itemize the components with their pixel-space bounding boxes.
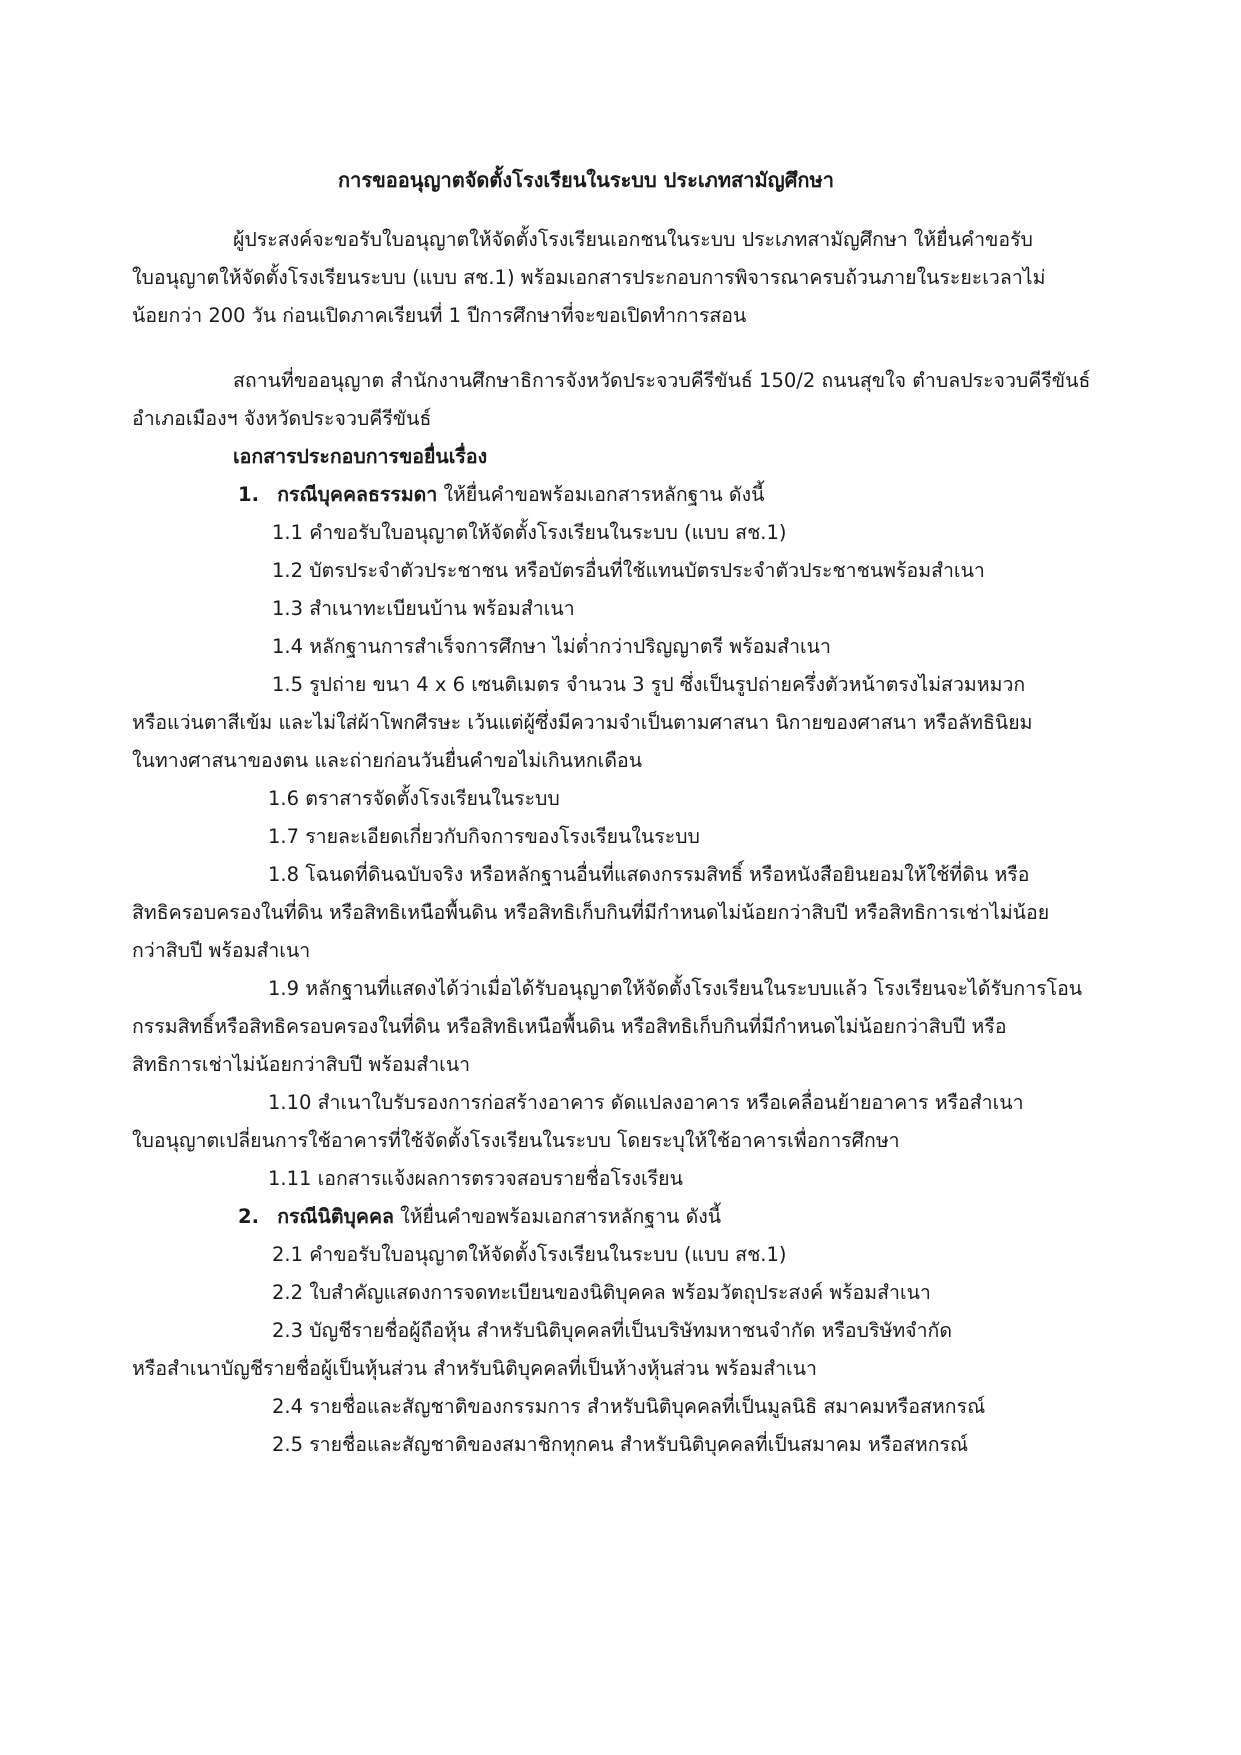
- case-instruction: ให้ยื่นคำขอพร้อมเอกสารหลักฐาน ดังนี้: [437, 483, 765, 506]
- list-item-continued: ใบอนุญาตเปลี่ยนการใช้อาคารที่ใช้จัดตั้งโรงเรียนในระบบ โดยระบุให้ใช้อาคารเพื่อการศึกษา: [132, 1129, 900, 1152]
- list-item: 1.7 รายละเอียดเกี่ยวกับกิจการของโรงเรียนในระบบ: [268, 825, 700, 848]
- case-heading-juristic: [238, 1203, 721, 1231]
- location-line: สถานที่ขออนุญาต สำนักงานศึกษาธิการจังหวัดประจวบคีรีขันธ์ 150/2 ถนนสุขใจ ตำบลประจวบคีรีขันธ์: [233, 369, 1091, 392]
- list-item: 1.1 คำขอรับใบอนุญาตให้จัดตั้งโรงเรียนในระบบ (แบบ สช.1): [272, 521, 787, 544]
- case-number: 2.: [238, 1205, 259, 1228]
- list-item-continued: ในทางศาสนาของตน และถ่ายก่อนวันยื่นคำขอไม่เกินหกเดือน: [132, 749, 643, 772]
- list-item: 1.10 สำเนาใบรับรองการก่อสร้างอาคาร ดัดแปลงอาคาร หรือเคลื่อนย้ายอาคาร หรือสำเนา: [268, 1091, 1024, 1114]
- list-item-continued: สิทธิครอบครองในที่ดิน หรือสิทธิเหนือพื้นดิน หรือสิทธิเก็บกินที่มีกำหนดไม่น้อยกว่าสิบปี หรือสิทธิการเช่าไม่น้อย: [132, 901, 1050, 924]
- list-item: 1.2 บัตรประจำตัวประชาชน หรือบัตรอื่นที่ใช้แทนบัตรประจำตัวประชาชนพร้อมสำเนา: [272, 559, 985, 582]
- case-number: 1.: [238, 483, 259, 506]
- list-item-continued: กรรมสิทธิ์หรือสิทธิครอบครองในที่ดิน หรือสิทธิเหนือพื้นดิน หรือสิทธิเก็บกินที่มีกำหนดไม่น้อยกว่าสิบปี หรือ: [132, 1015, 1007, 1038]
- intro-line: ผู้ประสงค์จะขอรับใบอนุญาตให้จัดตั้งโรงเรียนเอกชนในระบบ ประเภทสามัญศึกษา ให้ยื่นคำขอรับ: [233, 228, 1033, 251]
- list-item: 2.4 รายชื่อและสัญชาติของกรรมการ สำหรับนิติบุคคลที่เป็นมูลนิธิ สมาคมหรือสหกรณ์: [272, 1395, 986, 1418]
- list-item: 2.5 รายชื่อและสัญชาติของสมาชิกทุกคน สำหรับนิติบุคคลที่เป็นสมาคม หรือสหกรณ์: [272, 1433, 969, 1456]
- list-item: 2.3 บัญชีรายชื่อผู้ถือหุ้น สำหรับนิติบุคคลที่เป็นบริษัทมหาชนจำกัด หรือบริษัทจำกัด: [272, 1319, 953, 1342]
- list-item-continued: หรือแว่นตาสีเข้ม และไม่ใส่ผ้าโพกศีรษะ เว้นแต่ผู้ซึ่งมีความจำเป็นตามศาสนา นิกายของศาสนา หรือลัทธินิยม: [132, 711, 1033, 734]
- case-label: กรณีนิติบุคคล: [277, 1205, 394, 1228]
- list-item: 1.8 โฉนดที่ดินฉบับจริง หรือหลักฐานอื่นที่แสดงกรรมสิทธิ์ หรือหนังสือยินยอมให้ใช้ที่ดิน หรือ: [268, 863, 1030, 886]
- list-item: 2.1 คำขอรับใบอนุญาตให้จัดตั้งโรงเรียนในระบบ (แบบ สช.1): [272, 1243, 787, 1266]
- intro-line: น้อยกว่า 200 วัน ก่อนเปิดภาคเรียนที่ 1 ปีการศึกษาที่จะขอเปิดทำการสอน: [132, 304, 747, 327]
- page-title: การขออนุญาตจัดตั้งโรงเรียนในระบบ ประเภทสามัญศึกษา: [338, 168, 834, 192]
- list-item-continued: สิทธิการเช่าไม่น้อยกว่าสิบปี พร้อมสำเนา: [132, 1053, 471, 1076]
- list-item: 1.3 สำเนาทะเบียนบ้าน พร้อมสำเนา: [272, 597, 575, 620]
- location-line: อำเภอเมืองฯ จังหวัดประจวบคีรีขันธ์: [132, 407, 432, 430]
- list-item-continued: หรือสำเนาบัญชีรายชื่อผู้เป็นหุ้นส่วน สำหรับนิติบุคคลที่เป็นห้างหุ้นส่วน พร้อมสำเนา: [132, 1357, 817, 1380]
- list-item: 1.9 หลักฐานที่แสดงได้ว่าเมื่อได้รับอนุญาตให้จัดตั้งโรงเรียนในระบบแล้ว โรงเรียนจะได้รับการโอน: [268, 977, 1083, 1000]
- list-item-continued: กว่าสิบปี พร้อมสำเนา: [132, 939, 311, 962]
- list-item: 1.5 รูปถ่าย ขนา 4 x 6 เซนติเมตร จำนวน 3 รูป ซึ่งเป็นรูปถ่ายครึ่งตัวหน้าตรงไม่สวมหมวก: [272, 673, 1026, 696]
- documents-heading: เอกสารประกอบการขอยื่นเรื่อง: [233, 445, 488, 468]
- case-instruction: ให้ยื่นคำขอพร้อมเอกสารหลักฐาน ดังนี้: [393, 1205, 722, 1228]
- list-item: 2.2 ใบสำคัญแสดงการจดทะเบียนของนิติบุคคล พร้อมวัตถุประสงค์ พร้อมสำเนา: [272, 1281, 931, 1304]
- intro-line: ใบอนุญาตให้จัดตั้งโรงเรียนระบบ (แบบ สช.1) พร้อมเอกสารประกอบการพิจารณาครบถ้วนภายในระยะเวลาไม่: [132, 266, 1046, 289]
- list-item: 1.4 หลักฐานการสำเร็จการศึกษา ไม่ต่ำกว่าปริญญาตรี พร้อมสำเนา: [272, 635, 831, 658]
- case-label: กรณีบุคคลธรรมดา: [277, 483, 438, 506]
- list-item: 1.6 ตราสารจัดตั้งโรงเรียนในระบบ: [268, 787, 560, 810]
- case-heading-individual: [238, 481, 764, 509]
- list-item: 1.11 เอกสารแจ้งผลการตรวจสอบรายชื่อโรงเรียน: [268, 1167, 683, 1190]
